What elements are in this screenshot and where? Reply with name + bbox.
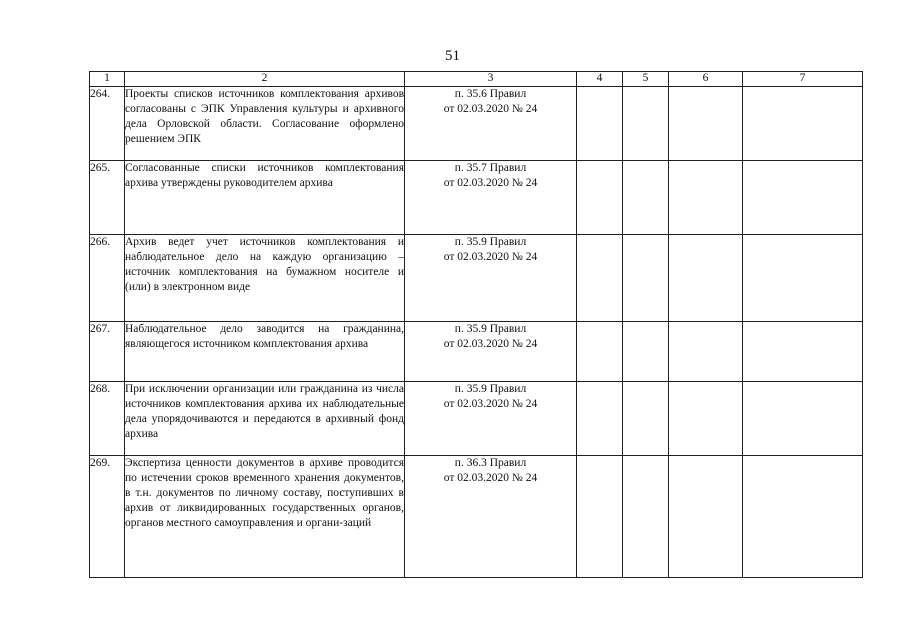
regulation-reference (405, 235, 577, 322)
empty-cell-7 (743, 87, 863, 161)
empty-cell-4 (577, 382, 623, 456)
audit-table (89, 71, 863, 578)
regulation-reference (405, 382, 577, 456)
reference-line-1: п. 35.9 Правил (454, 383, 527, 395)
reference-line-1: п. 36.3 Правил (454, 457, 527, 469)
row-number: 266. (90, 235, 125, 322)
reference-line-2: от 02.03.2020 № 24 (443, 177, 538, 189)
reference-line-2: от 02.03.2020 № 24 (443, 251, 538, 263)
empty-cell-7 (743, 235, 863, 322)
empty-cell-5 (623, 382, 669, 456)
reference-line-2: от 02.03.2020 № 24 (443, 472, 538, 484)
reference-line-1: п. 35.9 Правил (454, 323, 527, 335)
reference-line-2: от 02.03.2020 № 24 (443, 103, 538, 115)
column-header-5: 5 (623, 72, 669, 87)
table-row (90, 235, 863, 322)
table-row (90, 87, 863, 161)
empty-cell-5 (623, 322, 669, 382)
empty-cell-4 (577, 87, 623, 161)
empty-cell-7 (743, 456, 863, 578)
row-number: 265. (90, 161, 125, 235)
regulation-reference (405, 161, 577, 235)
empty-cell-5 (623, 87, 669, 161)
requirement-text: Проекты списков источников комплектования архивов согласованы с ЭПК Управления культуры и архивного дела Орловской области. Согласование оформлено решением ЭПК (125, 87, 405, 161)
table-row (90, 161, 863, 235)
reference-line-2: от 02.03.2020 № 24 (443, 338, 538, 350)
empty-cell-7 (743, 382, 863, 456)
empty-cell-4 (577, 161, 623, 235)
regulation-reference (405, 87, 577, 161)
requirement-text: Согласованные списки источников комплектования архива утверждены руководителем архива (125, 161, 405, 235)
reference-line-1: п. 35.9 Правил (454, 236, 527, 248)
empty-cell-6 (669, 322, 743, 382)
regulation-reference (405, 322, 577, 382)
empty-cell-5 (623, 456, 669, 578)
empty-cell-5 (623, 161, 669, 235)
reference-line-2: от 02.03.2020 № 24 (443, 398, 538, 410)
empty-cell-4 (577, 456, 623, 578)
row-number: 268. (90, 382, 125, 456)
requirement-text: Экспертиза ценности документов в архиве проводится по истечении сроков временного хранения документов, в т.н. документов по личному составу, поступивших в архив от ликвидированных государственных органов, органов местного самоуправления и органи-заций (125, 456, 405, 578)
empty-cell-7 (743, 322, 863, 382)
table-row (90, 322, 863, 382)
column-header-1: 1 (90, 72, 125, 87)
empty-cell-7 (743, 161, 863, 235)
page-number: 51 (445, 48, 460, 64)
column-header-2: 2 (125, 72, 405, 87)
column-number-row (90, 72, 863, 87)
table-row (90, 456, 863, 578)
empty-cell-6 (669, 456, 743, 578)
empty-cell-4 (577, 235, 623, 322)
empty-cell-6 (669, 161, 743, 235)
row-number: 267. (90, 322, 125, 382)
requirement-text: Наблюдательное дело заводится на гражданина, являющегося источником комплектования архива (125, 322, 405, 382)
empty-cell-6 (669, 87, 743, 161)
row-number: 264. (90, 87, 125, 161)
column-header-7: 7 (743, 72, 863, 87)
table-row (90, 382, 863, 456)
requirement-text: При исключении организации или гражданина из числа источников комплектования архива их наблюдательные дела упорядочиваются и передаются в архивный фонд архива (125, 382, 405, 456)
empty-cell-6 (669, 382, 743, 456)
empty-cell-6 (669, 235, 743, 322)
empty-cell-4 (577, 322, 623, 382)
regulation-reference (405, 456, 577, 578)
reference-line-1: п. 35.7 Правил (454, 162, 527, 174)
requirement-text: Архив ведет учет источников комплектования и наблюдательное дело на каждую организацию – источник комплектования на бумажном носителе и (или) в электронном виде (125, 235, 405, 322)
empty-cell-5 (623, 235, 669, 322)
column-header-3: 3 (405, 72, 577, 87)
column-header-4: 4 (577, 72, 623, 87)
reference-line-1: п. 35.6 Правил (454, 88, 527, 100)
row-number: 269. (90, 456, 125, 578)
column-header-6: 6 (669, 72, 743, 87)
